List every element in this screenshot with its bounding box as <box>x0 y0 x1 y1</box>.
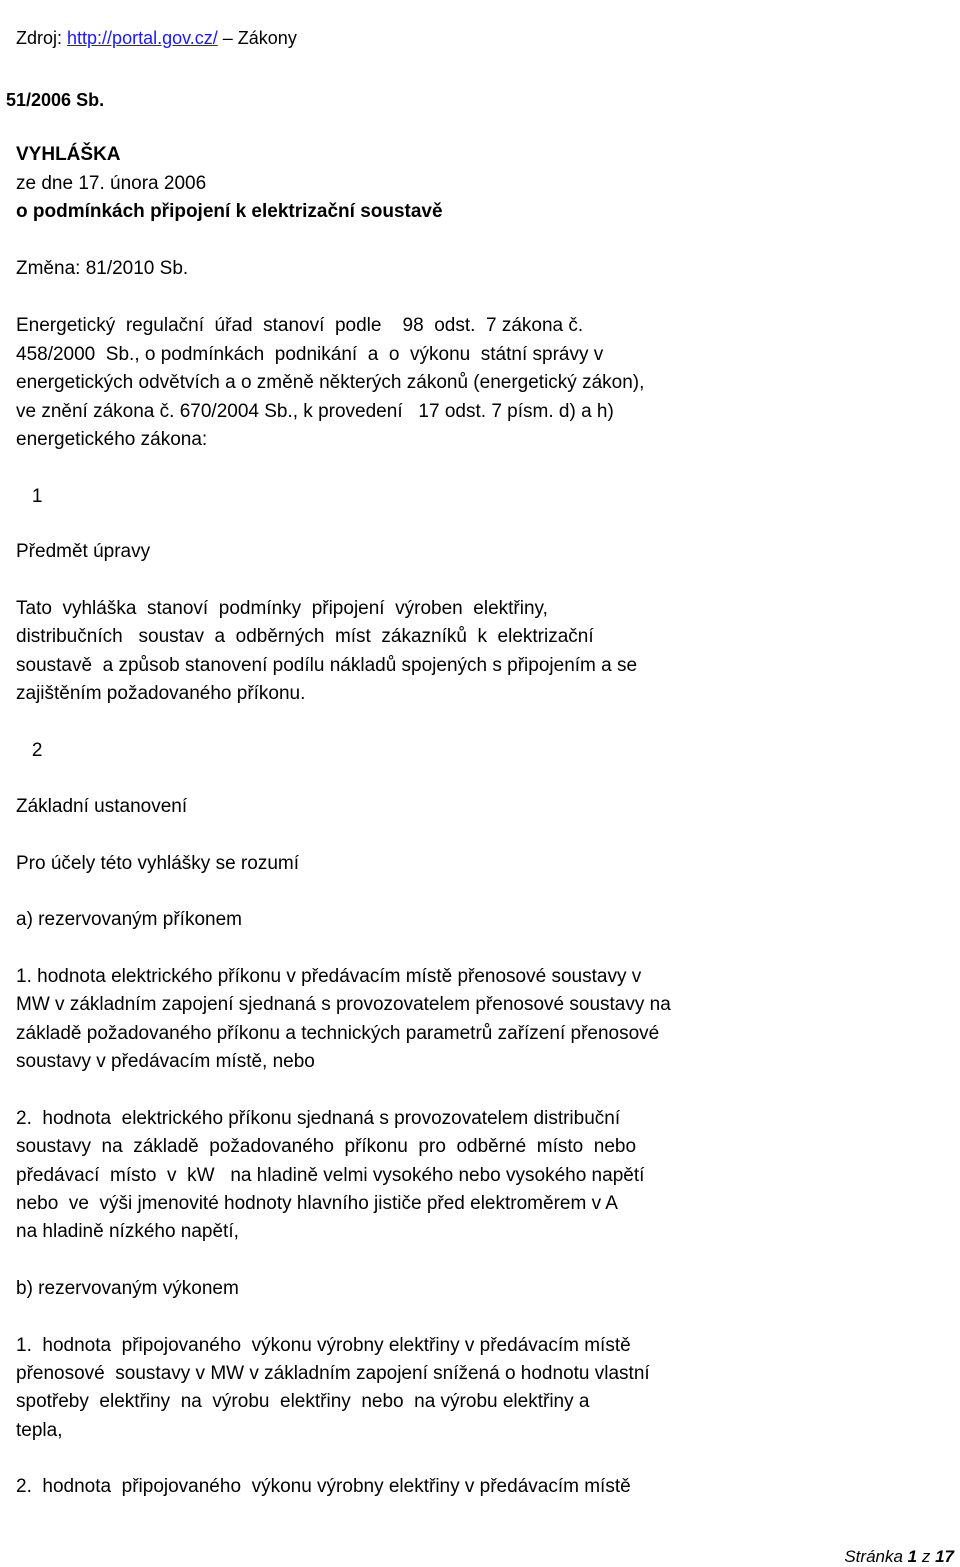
amendment-note: Změna: 81/2010 Sb. <box>16 258 189 279</box>
document-type: VYHLÁŠKA <box>16 144 121 165</box>
page-footer <box>835 1527 954 1567</box>
section-heading: Předmět úpravy <box>16 541 151 562</box>
section-heading: Základní ustanovení <box>16 796 188 817</box>
body-line: zajištěním požadovaného příkonu. <box>16 683 306 704</box>
body-line: 1. hodnota elektrického příkonu v předávacím místě přenosové soustavy v <box>16 966 642 987</box>
body-line: ve znění zákona č. 670/2004 Sb., k provedení 17 odst. 7 písm. d) a h) <box>16 401 614 422</box>
source-label: Zdroj: <box>16 28 68 48</box>
page-word: Stránka <box>844 1547 908 1566</box>
section-label: – Zákony <box>217 28 297 48</box>
body-line: Tato vyhláška stanoví podmínky připojení výroben elektřiny, <box>16 598 548 619</box>
body-line: Energetický regulační úřad stanoví podle 98 odst. 7 zákona č. <box>16 315 584 336</box>
document-date: ze dne 17. února 2006 <box>16 173 207 194</box>
body-line: energetického zákona: <box>16 429 208 450</box>
document-number: 51/2006 Sb. <box>6 90 105 110</box>
body-line: 2. hodnota elektrického příkonu sjednaná s provozovatelem distribuční <box>16 1108 621 1129</box>
list-heading: b) rezervovaným výkonem <box>16 1278 239 1299</box>
section-number: 1 <box>16 486 43 507</box>
body-line: distribučních soustav a odběrných míst zákazníků k elektrizační <box>16 626 594 647</box>
source-header <box>6 2 297 50</box>
body-line: nebo ve výši jmenovité hodnoty hlavního jističe před elektroměrem v A <box>16 1193 618 1214</box>
body-line: soustavě a způsob stanovení podílu nákladů spojených s připojením a se <box>16 655 638 676</box>
body-line: 2. hodnota připojovaného výkonu výrobny elektřiny v předávacím místě <box>16 1476 631 1497</box>
body-line: MW v základním zapojení sjednaná s provozovatelem přenosové soustavy na <box>16 994 671 1015</box>
list-heading: a) rezervovaným příkonem <box>16 909 242 930</box>
source-link[interactable]: http://portal.gov.cz/ <box>67 28 218 48</box>
body-line: přenosové soustavy v MW v základním zapojení snížená o hodnotu vlastní <box>16 1363 650 1384</box>
page-total: 17 <box>935 1547 954 1566</box>
body-line: 458/2000 Sb., o podmínkách podnikání a o výkonu státní správy v <box>16 344 604 365</box>
document-title: o podmínkách připojení k elektrizační soustavě <box>16 201 443 222</box>
body-line: energetických odvětvích a o změně některých zákonů (energetický zákon), <box>16 372 645 393</box>
page-number: 1 <box>907 1547 918 1566</box>
body-line: 1. hodnota připojovaného výkonu výrobny elektřiny v předávacím místě <box>16 1335 631 1356</box>
section-number: 2 <box>16 740 43 761</box>
body-line: předávací místo v kW na hladině velmi vysokého nebo vysokého napětí <box>16 1165 645 1186</box>
body-line: na hladině nízkého napětí, <box>16 1221 239 1242</box>
body-line: soustavy na základě požadovaného příkonu pro odběrné místo nebo <box>16 1136 637 1157</box>
body-line: Pro účely této vyhlášky se rozumí <box>16 853 299 874</box>
body-line: spotřeby elektřiny na výrobu elektřiny nebo na výrobu elektřiny a <box>16 1391 590 1412</box>
of-word: z <box>917 1547 936 1566</box>
body-line: soustavy v předávacím místě, nebo <box>16 1051 315 1072</box>
body-line: tepla, <box>16 1420 63 1441</box>
body-line: základě požadovaného příkonu a technických parametrů zařízení přenosové <box>16 1023 660 1044</box>
